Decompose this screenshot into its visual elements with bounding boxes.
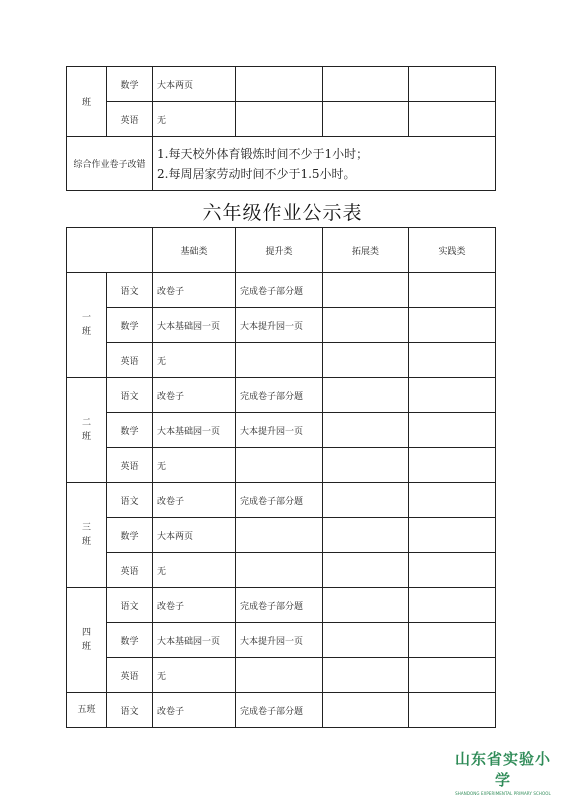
grade6-title: 六年级作业公示表 — [202, 202, 363, 224]
advanced-cell — [236, 343, 323, 378]
practice-cell — [409, 343, 496, 378]
practice-cell — [409, 693, 496, 728]
extended-cell — [323, 483, 409, 518]
class-label-bottom: 班 — [81, 432, 91, 442]
logo-chinese: 山东省实验小学 — [454, 750, 551, 789]
table-row — [67, 658, 496, 693]
subject-cell: 语文 — [107, 483, 153, 518]
school-logo — [448, 748, 558, 796]
basic-cell: 大本两页 — [153, 67, 236, 102]
advanced-cell: 完成卷子部分题 — [236, 693, 323, 728]
class-label-top: 二 — [81, 418, 91, 428]
advanced-cell: 大本提升园一页 — [236, 308, 323, 343]
extended-cell — [323, 658, 409, 693]
grade6-homework-table — [66, 227, 496, 728]
header-basic: 基础类 — [153, 228, 236, 273]
class-label-bottom: 班 — [81, 537, 91, 547]
extended-cell — [323, 553, 409, 588]
subject-cell: 数学 — [107, 308, 153, 343]
basic-cell: 改卷子 — [153, 378, 236, 413]
subject-cell: 英语 — [107, 553, 153, 588]
advanced-cell — [236, 658, 323, 693]
basic-cell: 改卷子 — [153, 483, 236, 518]
advanced-cell — [236, 553, 323, 588]
notes-label: 综合作业卷子改错 — [67, 137, 153, 191]
table-row — [67, 343, 496, 378]
class-label-top: 三 — [81, 523, 91, 533]
table-row — [67, 553, 496, 588]
basic-cell: 大本基础园一页 — [153, 623, 236, 658]
advanced-cell: 大本提升园一页 — [236, 623, 323, 658]
table-row — [67, 693, 496, 728]
advanced-cell: 完成卷子部分题 — [236, 273, 323, 308]
basic-cell: 无 — [153, 448, 236, 483]
advanced-cell — [236, 448, 323, 483]
subject-cell: 数学 — [107, 413, 153, 448]
basic-cell: 改卷子 — [153, 588, 236, 623]
header-extended: 拓展类 — [323, 228, 409, 273]
header-row — [67, 228, 496, 273]
class-label — [67, 588, 107, 693]
subject-cell: 数学 — [107, 518, 153, 553]
practice-cell — [409, 588, 496, 623]
note-line: 2.每周居家劳动时间不少于1.5小时。 — [157, 166, 356, 181]
subject-cell: 语文 — [107, 693, 153, 728]
basic-cell: 大本基础园一页 — [153, 413, 236, 448]
subject-cell: 英语 — [107, 102, 153, 137]
table-row — [67, 483, 496, 518]
basic-cell: 无 — [153, 102, 236, 137]
logo-english: SHANDONG EXPERIMENTAL PRIMARY SCHOOL — [455, 791, 551, 796]
table-row — [67, 308, 496, 343]
practice-cell — [409, 448, 496, 483]
advanced-cell: 大本提升园一页 — [236, 413, 323, 448]
advanced-cell: 完成卷子部分题 — [236, 483, 323, 518]
header-corner — [67, 228, 153, 273]
class-label-text: 班 — [81, 98, 91, 108]
table-row — [67, 588, 496, 623]
basic-cell: 大本两页 — [153, 518, 236, 553]
table-row — [67, 623, 496, 658]
note-line: 1.每天校外体育锻炼时间不少于1小时； — [157, 146, 369, 161]
subject-cell: 英语 — [107, 343, 153, 378]
advanced-cell — [236, 102, 323, 137]
advanced-cell — [236, 67, 323, 102]
practice-cell — [409, 308, 496, 343]
practice-cell — [409, 378, 496, 413]
practice-cell — [409, 658, 496, 693]
extended-cell — [323, 588, 409, 623]
practice-cell — [409, 102, 496, 137]
extended-cell — [323, 518, 409, 553]
table-row — [67, 273, 496, 308]
class-label-bottom: 班 — [81, 642, 91, 652]
practice-cell — [409, 273, 496, 308]
practice-cell — [409, 518, 496, 553]
subject-cell: 语文 — [107, 588, 153, 623]
basic-cell: 改卷子 — [153, 693, 236, 728]
header-advanced: 提升类 — [236, 228, 323, 273]
practice-cell — [409, 553, 496, 588]
advanced-cell: 完成卷子部分题 — [236, 588, 323, 623]
subject-cell: 数学 — [107, 67, 153, 102]
top-homework-table — [66, 66, 496, 191]
table-row — [67, 413, 496, 448]
practice-cell — [409, 413, 496, 448]
practice-cell — [409, 623, 496, 658]
basic-cell: 无 — [153, 553, 236, 588]
subject-cell: 语文 — [107, 378, 153, 413]
class-label-bottom: 班 — [81, 327, 91, 337]
advanced-cell: 完成卷子部分题 — [236, 378, 323, 413]
extended-cell — [323, 343, 409, 378]
table-row — [67, 518, 496, 553]
basic-cell: 改卷子 — [153, 273, 236, 308]
subject-cell: 英语 — [107, 448, 153, 483]
advanced-cell — [236, 518, 323, 553]
extended-cell — [323, 273, 409, 308]
class-label-top: 四 — [81, 628, 91, 638]
class-label-top: 一 — [81, 313, 91, 323]
subject-cell: 语文 — [107, 273, 153, 308]
table-row — [67, 448, 496, 483]
table-row — [67, 378, 496, 413]
class-label — [67, 693, 107, 728]
subject-cell: 数学 — [107, 623, 153, 658]
extended-cell — [323, 623, 409, 658]
basic-cell: 无 — [153, 343, 236, 378]
class-label — [67, 483, 107, 588]
basic-cell: 无 — [153, 658, 236, 693]
extended-cell — [323, 693, 409, 728]
extended-cell — [323, 67, 409, 102]
basic-cell: 大本基础园一页 — [153, 308, 236, 343]
class-label — [67, 67, 107, 137]
extended-cell — [323, 102, 409, 137]
class-label — [67, 378, 107, 483]
extended-cell — [323, 413, 409, 448]
practice-cell — [409, 67, 496, 102]
extended-cell — [323, 378, 409, 413]
extended-cell — [323, 448, 409, 483]
extended-cell — [323, 308, 409, 343]
header-practice: 实践类 — [409, 228, 496, 273]
class-label-text: 五班 — [77, 705, 96, 715]
class-label — [67, 273, 107, 378]
practice-cell — [409, 483, 496, 518]
subject-cell: 英语 — [107, 658, 153, 693]
notes-cell — [153, 137, 496, 191]
